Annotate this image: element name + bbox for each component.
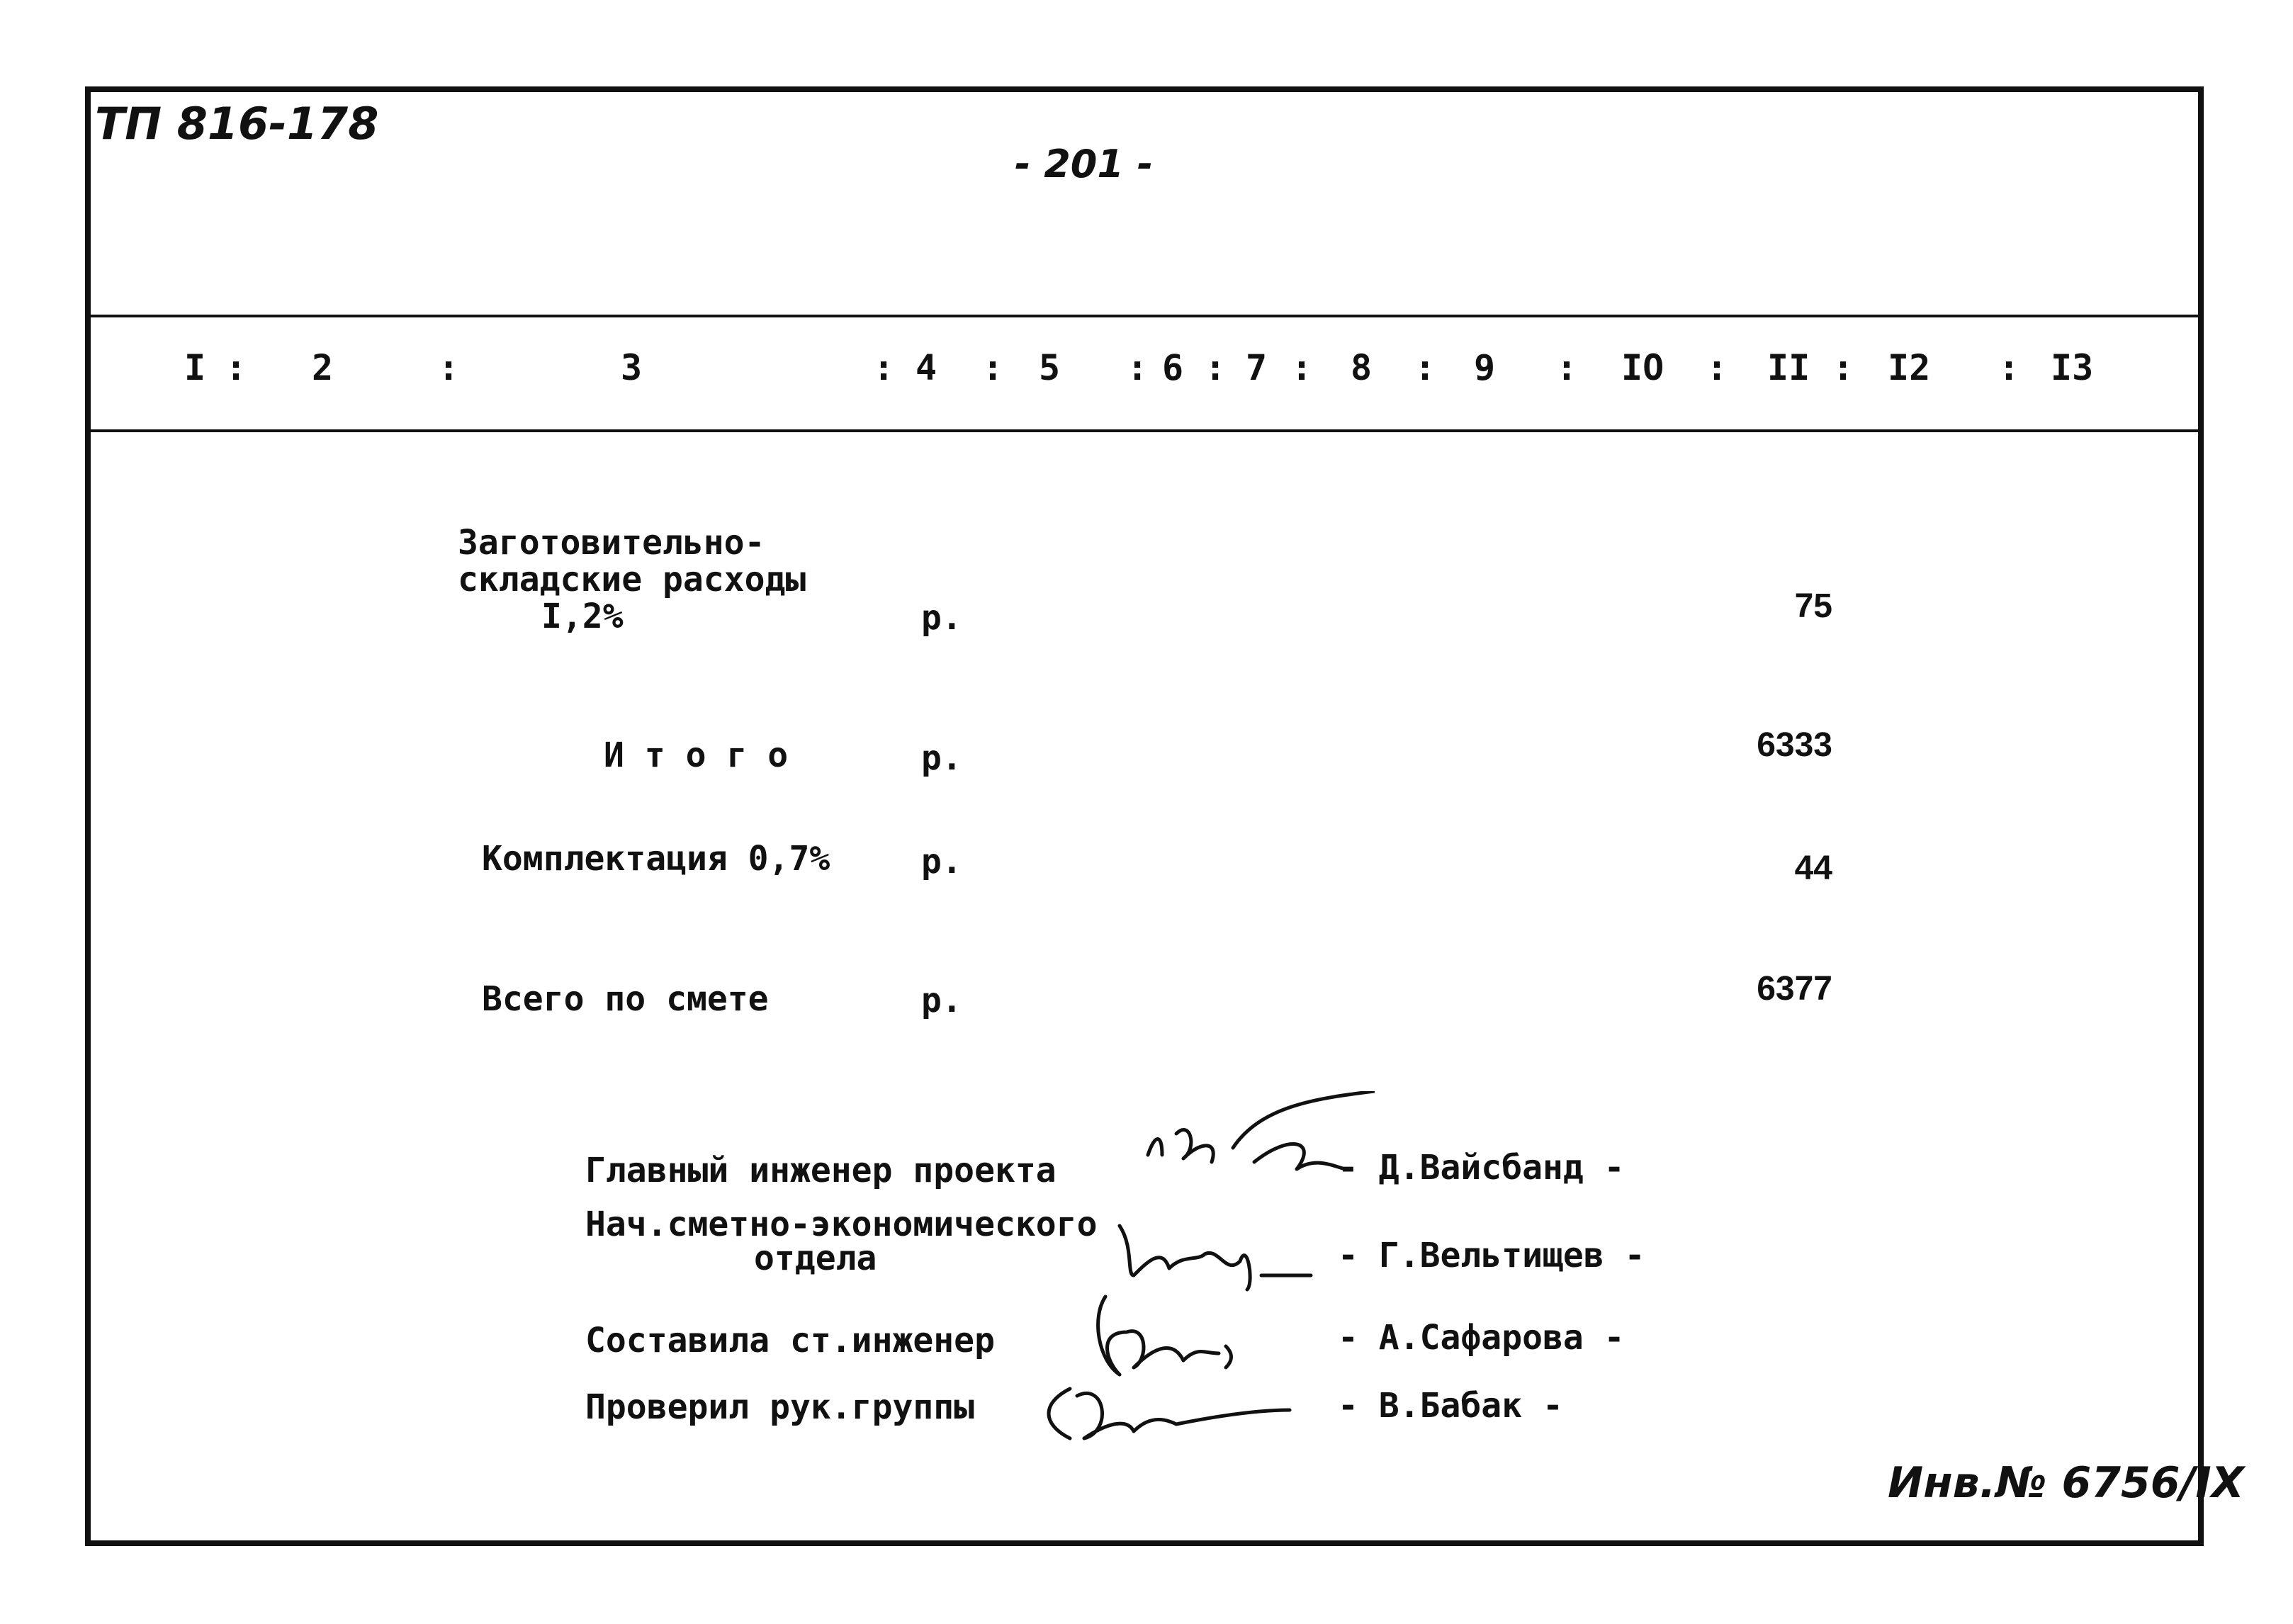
- signatory-name: - Г.Вельтищев -: [1338, 1236, 1645, 1275]
- column-separator: :: [1556, 347, 1578, 388]
- column-number: IO: [1621, 347, 1664, 388]
- column-number: I2: [1888, 347, 1931, 388]
- signature-scribble: [1134, 1091, 1375, 1197]
- column-number: 5: [1039, 347, 1061, 388]
- signature-scribble: [1027, 1375, 1297, 1453]
- row-unit: р.: [921, 981, 962, 1020]
- inventory-number: Инв.№ 6756/IX: [1888, 1458, 2244, 1508]
- column-separator: :: [1414, 347, 1436, 388]
- row-label: Заготовительно-: [458, 523, 765, 563]
- column-separator: :: [1205, 347, 1227, 388]
- column-separator: :: [1706, 347, 1728, 388]
- header-rule-top: [91, 315, 2198, 317]
- column-separator: :: [873, 347, 895, 388]
- row-label: И т о г о: [604, 735, 789, 775]
- row-value: 6333: [1757, 726, 1832, 764]
- column-number: 3: [621, 347, 643, 388]
- column-number: I: [184, 347, 206, 388]
- row-value: 6377: [1757, 970, 1832, 1008]
- page-number: - 201 -: [1015, 142, 1154, 186]
- header-rule-bottom: [91, 429, 2198, 432]
- signatory-name: - Д.Вайсбанд -: [1338, 1148, 1625, 1188]
- column-number: 9: [1474, 347, 1496, 388]
- column-number: 8: [1351, 347, 1373, 388]
- column-number: I3: [2051, 347, 2094, 388]
- column-separator: :: [1127, 347, 1149, 388]
- signatory-title: Составила ст.инженер: [585, 1321, 995, 1360]
- column-separator: :: [438, 347, 460, 388]
- column-separator: :: [1998, 347, 2020, 388]
- column-separator: :: [225, 347, 247, 388]
- row-unit: р.: [921, 842, 962, 881]
- row-unit: р.: [921, 738, 962, 778]
- column-number: 2: [312, 347, 334, 388]
- doc-code: ТП 816-178: [95, 98, 379, 150]
- row-label: складские расходы: [458, 560, 806, 599]
- column-number: 7: [1246, 347, 1268, 388]
- column-separator: :: [1832, 347, 1854, 388]
- signatory-name: - А.Сафарова -: [1338, 1318, 1625, 1358]
- signature-scribble: [1105, 1205, 1318, 1297]
- signatory-title: отдела: [754, 1239, 877, 1278]
- signatory-name: - В.Бабак -: [1338, 1386, 1563, 1426]
- column-number: 6: [1162, 347, 1184, 388]
- signatory-title: Главный инженер проекта: [585, 1151, 1057, 1190]
- column-number: II: [1767, 347, 1810, 388]
- row-label: Комплектация 0,7%: [482, 839, 830, 879]
- row-label: Всего по смете: [482, 979, 769, 1019]
- signatory-title: Нач.сметно-экономического: [585, 1205, 1098, 1244]
- row-value: 75: [1794, 587, 1832, 625]
- row-unit: р.: [921, 598, 962, 638]
- column-separator: :: [1291, 347, 1313, 388]
- column-number: 4: [915, 347, 937, 388]
- signatory-title: Проверил рук.группы: [585, 1387, 975, 1427]
- column-separator: :: [982, 347, 1004, 388]
- row-label: I,2%: [541, 597, 624, 636]
- row-value: 44: [1794, 850, 1832, 887]
